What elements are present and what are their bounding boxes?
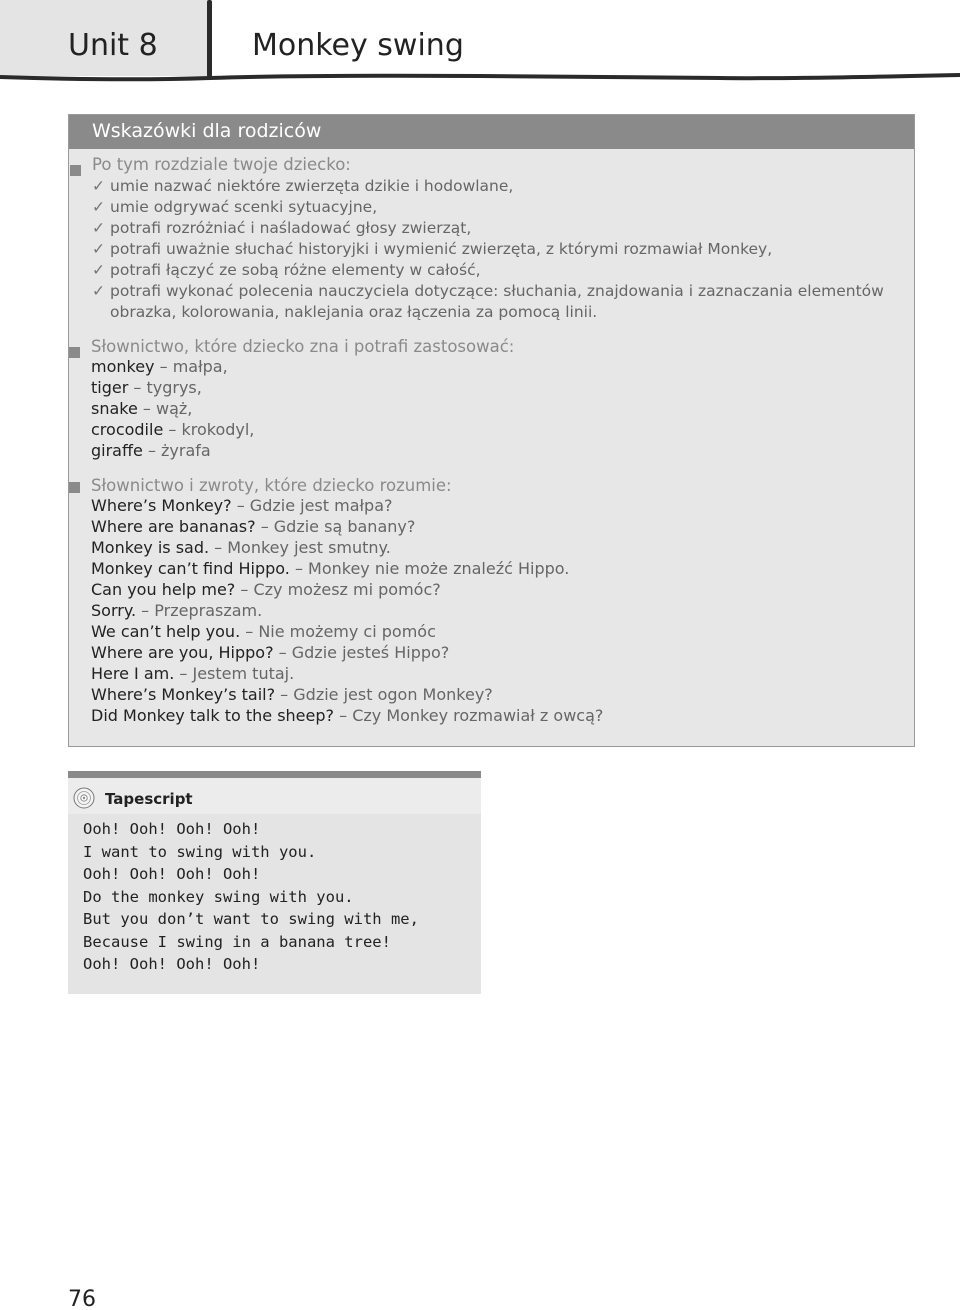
vocabulary-english: tiger	[91, 378, 129, 397]
section-title-active-vocabulary: Słownictwo, które dziecko zna i potrafi zastosować:	[91, 337, 515, 356]
checkmark-icon: ✓	[92, 177, 105, 195]
vocabulary-english: Where’s Monkey’s tail?	[91, 685, 276, 704]
vocabulary-english: Monkey is sad.	[91, 538, 210, 557]
tapescript-line: Ooh! Ooh! Ooh! Ooh!	[83, 820, 261, 838]
vocabulary-english: giraffe	[91, 441, 143, 460]
checkmark-icon: ✓	[92, 219, 105, 237]
tapescript-line: I want to swing with you.	[83, 843, 317, 861]
vocabulary-item	[91, 685, 493, 704]
vocabulary-polish: – Gdzie jest małpa?	[231, 496, 393, 515]
vocabulary-polish: – Przepraszam.	[136, 601, 263, 620]
vocabulary-english: We can’t help you.	[91, 622, 241, 641]
vocabulary-item	[91, 538, 391, 557]
check-item-continuation: obrazka, kolorowania, naklejania oraz łączenia za pomocą linii.	[110, 303, 598, 321]
vocabulary-polish: – Gdzie są banany?	[255, 517, 416, 536]
check-item: ✓ umie odgrywać scenki sytuacyjne,	[92, 198, 378, 216]
header-divider	[207, 0, 212, 77]
vocabulary-polish: – krokodyl,	[163, 420, 255, 439]
vocabulary-polish: – żyrafa	[142, 441, 211, 460]
vocabulary-polish: – Nie możemy ci pomóc	[240, 622, 436, 641]
tapescript-box	[68, 771, 481, 994]
vocabulary-polish: – tygrys,	[128, 378, 202, 397]
parents-tips-heading: Wskazówki dla rodziców	[69, 115, 914, 149]
vocabulary-item	[91, 378, 202, 397]
vocabulary-english: snake	[91, 399, 138, 418]
vocabulary-item	[91, 622, 436, 641]
vocabulary-item	[91, 601, 262, 620]
vocabulary-item	[91, 420, 254, 439]
vocabulary-item	[91, 706, 603, 725]
vocabulary-polish: – Czy Monkey rozmawiał z owcą?	[334, 706, 604, 725]
checkmark-icon: ✓	[92, 240, 105, 258]
vocabulary-polish: – Gdzie jest ogon Monkey?	[275, 685, 493, 704]
vocabulary-polish: – wąż,	[137, 399, 193, 418]
section-marker-icon	[69, 347, 80, 358]
vocabulary-polish: – Jestem tutaj.	[174, 664, 295, 683]
vocabulary-item	[91, 643, 449, 662]
check-item: ✓ umie nazwać niektóre zwierzęta dzikie i hodowlane,	[92, 177, 514, 195]
vocabulary-polish: – małpa,	[154, 357, 228, 376]
page-number: 76	[68, 1287, 96, 1310]
vocabulary-english: Did Monkey talk to the sheep?	[91, 706, 335, 725]
check-item: ✓ potrafi uważnie słuchać historyjki i wymienić zwierzęta, z którymi rozmawiał Monkey,	[92, 240, 773, 258]
tapescript-line: But you don’t want to swing with me,	[83, 910, 419, 928]
vocabulary-item	[91, 399, 192, 418]
vocabulary-english: Where’s Monkey?	[91, 496, 232, 515]
checkmark-icon: ✓	[92, 261, 105, 279]
unit-label: Unit 8	[68, 28, 158, 63]
vocabulary-item	[91, 664, 294, 683]
page-header	[0, 0, 960, 82]
unit-title: Monkey swing	[252, 28, 464, 63]
tapescript-line: Ooh! Ooh! Ooh! Ooh!	[83, 955, 261, 973]
vocabulary-item	[91, 496, 393, 515]
vocabulary-item	[91, 559, 569, 578]
tapescript-line: Because I swing in a banana tree!	[83, 933, 391, 951]
vocabulary-item	[91, 580, 441, 599]
vocabulary-polish: – Gdzie jesteś Hippo?	[273, 643, 450, 662]
vocabulary-english: Where are you, Hippo?	[91, 643, 274, 662]
tapescript-line: Do the monkey swing with you.	[83, 888, 354, 906]
vocabulary-polish: – Monkey jest smutny.	[209, 538, 391, 557]
vocabulary-layer	[68, 148, 913, 748]
tapescript-line: Ooh! Ooh! Ooh! Ooh!	[83, 865, 261, 883]
cd-icon	[73, 787, 95, 809]
vocabulary-english: monkey	[91, 357, 155, 376]
checkmark-icon: ✓	[92, 198, 105, 216]
vocabulary-english: Monkey can’t find Hippo.	[91, 559, 290, 578]
check-item: ✓ potrafi wykonać polecenia nauczyciela dotyczące: słuchania, znajdowania i zaznaczania elementów	[92, 282, 884, 300]
vocabulary-english: crocodile	[91, 420, 164, 439]
vocabulary-english: Can you help me?	[91, 580, 236, 599]
tapescript-header	[68, 778, 481, 814]
vocabulary-polish: – Czy możesz mi pomóc?	[235, 580, 441, 599]
tapescript-title: Tapescript	[105, 790, 193, 808]
section-marker-icon	[69, 482, 80, 493]
vocabulary-english: Sorry.	[91, 601, 137, 620]
vocabulary-item	[91, 517, 415, 536]
check-item: ✓ potrafi łączyć ze sobą różne elementy w całość,	[92, 261, 481, 279]
vocabulary-item	[91, 441, 211, 460]
section-title-outcomes: Po tym rozdziale twoje dziecko:	[92, 155, 351, 174]
header-underline	[0, 70, 960, 84]
check-item: ✓ potrafi rozróżniać i naśladować głosy zwierząt,	[92, 219, 472, 237]
section-title-passive-vocabulary: Słownictwo i zwroty, które dziecko rozumie:	[91, 476, 452, 495]
tapescript-top-bar	[68, 771, 481, 778]
vocabulary-english: Where are bananas?	[91, 517, 256, 536]
vocabulary-item	[91, 357, 228, 376]
vocabulary-english: Here I am.	[91, 664, 175, 683]
vocabulary-polish: – Monkey nie może znaleźć Hippo.	[289, 559, 570, 578]
checkmark-icon: ✓	[92, 282, 105, 300]
